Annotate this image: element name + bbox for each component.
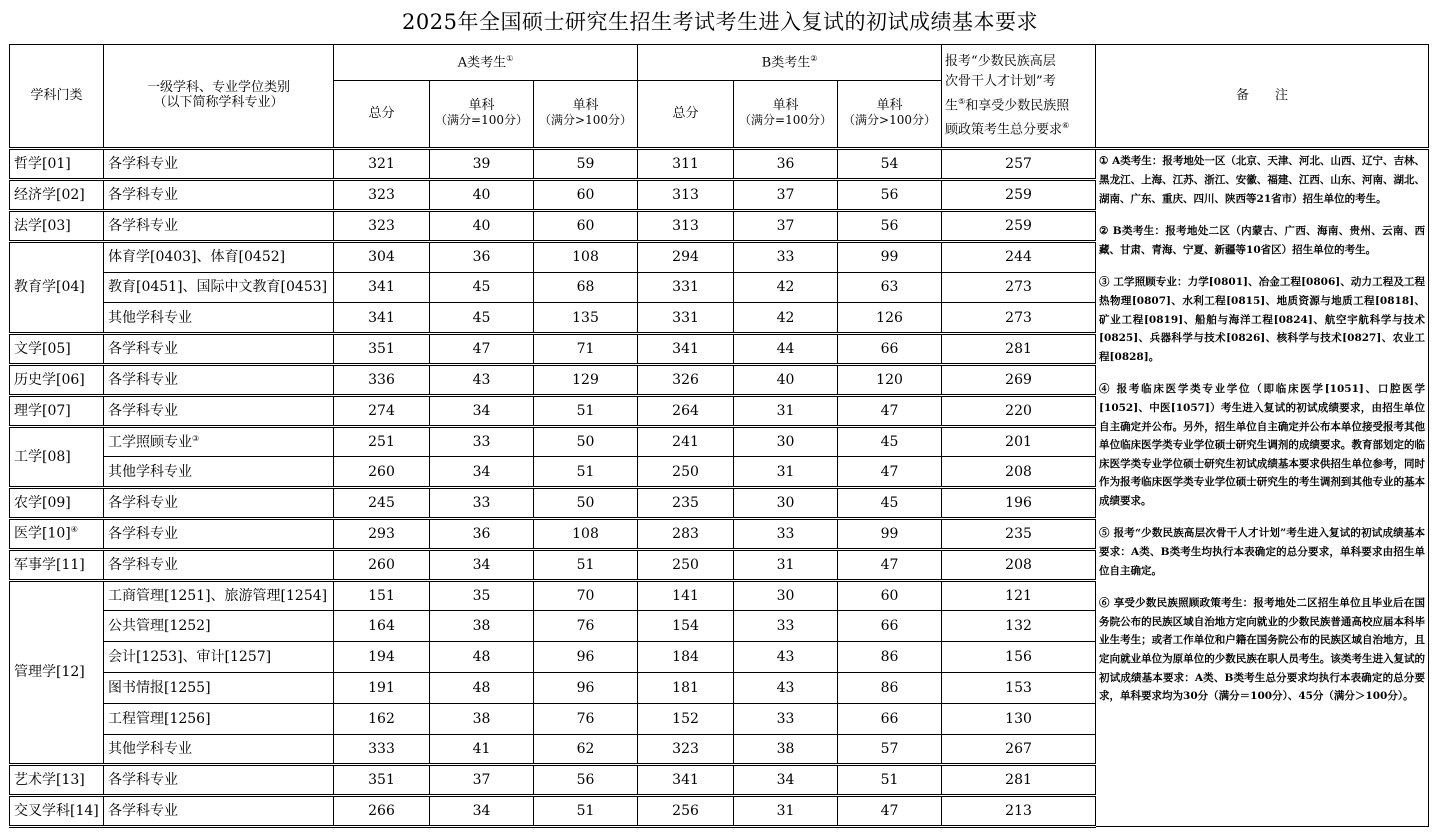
b-singleover100-cell: 66 [838, 611, 942, 642]
b-total-cell: 326 [638, 364, 734, 395]
major-cell: 图书情报[1255] [104, 672, 334, 703]
b-single100-cell: 43 [734, 642, 838, 673]
header-b-single-100: 单科 （满分=100分） [734, 81, 838, 149]
a-total-cell: 293 [334, 518, 430, 549]
a-singleover100-cell: 60 [534, 180, 638, 211]
major-cell: 各学科专业 [104, 364, 334, 395]
major-cell: 各学科专业 [104, 549, 334, 580]
a-single100-cell: 34 [430, 796, 534, 827]
b-single100-cell: 38 [734, 734, 838, 765]
a-single100-cell: 40 [430, 180, 534, 211]
a-single100-cell: 34 [430, 395, 534, 426]
special-total-cell: 273 [942, 303, 1096, 334]
header-major: 一级学科、专业学位类别 （以下简称学科专业） [104, 45, 334, 149]
major-cell: 各学科专业 [104, 765, 334, 796]
b-single100-cell: 36 [734, 149, 838, 180]
header-group-a: A类考生① [334, 45, 638, 81]
special-total-cell: 196 [942, 488, 1096, 519]
b-total-cell: 264 [638, 395, 734, 426]
a-singleover100-cell: 135 [534, 303, 638, 334]
major-cell: 各学科专业 [104, 149, 334, 180]
b-total-cell: 154 [638, 611, 734, 642]
category-cell: 教育学[04] [10, 241, 104, 333]
b-single100-cell: 31 [734, 457, 838, 488]
a-singleover100-cell: 71 [534, 334, 638, 365]
a-singleover100-cell: 56 [534, 765, 638, 796]
b-singleover100-cell: 56 [838, 210, 942, 241]
major-cell: 其他学科专业 [104, 303, 334, 334]
major-cell: 各学科专业 [104, 180, 334, 211]
b-total-cell: 250 [638, 549, 734, 580]
a-single100-cell: 36 [430, 518, 534, 549]
b-singleover100-cell: 51 [838, 765, 942, 796]
note-item: ⑥ 享受少数民族照顾政策考生：报考地处二区招生单位且毕业后在国务院公布的民族区域自治地方定向就业的少数民族普通高校应届本科毕业生考生；或者工作单位和户籍在国务院公布的民族区域自治地方，且定向就业单位为原单位的少数民族在职人员考生。该类考生进入复试的初试成绩基本要求：A类、B类考生总分要求均执行本表确定的总分要求，单科要求均为30分（满分＝100分）、45分（满分＞100分）。 [1099, 597, 1426, 703]
a-singleover100-cell: 62 [534, 734, 638, 765]
a-single100-cell: 41 [430, 734, 534, 765]
a-total-cell: 162 [334, 703, 430, 734]
b-singleover100-cell: 120 [838, 364, 942, 395]
a-total-cell: 323 [334, 180, 430, 211]
a-single100-cell: 48 [430, 672, 534, 703]
major-cell: 各学科专业 [104, 518, 334, 549]
category-cell: 农学[09] [10, 488, 104, 519]
a-total-cell: 245 [334, 488, 430, 519]
a-single100-cell: 40 [430, 210, 534, 241]
a-singleover100-cell: 51 [534, 457, 638, 488]
a-single100-cell: 47 [430, 334, 534, 365]
b-total-cell: 184 [638, 642, 734, 673]
b-singleover100-cell: 99 [838, 241, 942, 272]
a-singleover100-cell: 51 [534, 796, 638, 827]
a-total-cell: 341 [334, 303, 430, 334]
major-cell: 会计[1253]、审计[1257] [104, 642, 334, 673]
a-singleover100-cell: 51 [534, 549, 638, 580]
a-single100-cell: 45 [430, 303, 534, 334]
b-singleover100-cell: 56 [838, 180, 942, 211]
a-single100-cell: 36 [430, 241, 534, 272]
b-single100-cell: 37 [734, 180, 838, 211]
b-total-cell: 331 [638, 272, 734, 303]
a-single100-cell: 35 [430, 580, 534, 611]
special-total-cell: 244 [942, 241, 1096, 272]
a-total-cell: 351 [334, 765, 430, 796]
special-total-cell: 235 [942, 518, 1096, 549]
b-single100-cell: 34 [734, 765, 838, 796]
header-b-total: 总分 [638, 81, 734, 149]
note-item: ① A类考生：报考地处一区（北京、天津、河北、山西、辽宁、吉林、黑龙江、上海、江苏、浙江、安徽、福建、江西、山东、河南、湖北、湖南、广东、重庆、四川、陕西等21省市）招生单位的考生。 [1099, 155, 1426, 205]
a-single100-cell: 38 [430, 611, 534, 642]
header-a-single-100: 单科 （满分=100分） [430, 81, 534, 149]
b-total-cell: 313 [638, 210, 734, 241]
a-singleover100-cell: 96 [534, 672, 638, 703]
b-singleover100-cell: 126 [838, 303, 942, 334]
b-total-cell: 241 [638, 426, 734, 457]
a-singleover100-cell: 76 [534, 611, 638, 642]
major-cell: 其他学科专业 [104, 734, 334, 765]
a-singleover100-cell: 108 [534, 241, 638, 272]
a-singleover100-cell: 50 [534, 426, 638, 457]
special-total-cell: 257 [942, 149, 1096, 180]
note-item: ③ 工学照顾专业：力学[0801]、冶金工程[0806]、动力工程及工程热物理[0807]、水利工程[0815]、地质资源与地质工程[0818]、矿业工程[0819]、船舶与海洋工程[0824]、航空宇航科学与技术[0825]、兵器科学与技术[0826]、核科学与技术[0827]、农业工程[0828]。 [1099, 276, 1426, 363]
major-cell: 各学科专业 [104, 334, 334, 365]
header-group-b: B类考生② [638, 45, 942, 81]
b-singleover100-cell: 66 [838, 703, 942, 734]
b-total-cell: 331 [638, 303, 734, 334]
b-single100-cell: 30 [734, 426, 838, 457]
a-single100-cell: 34 [430, 457, 534, 488]
header-notes: 备 注 [1096, 45, 1429, 149]
table-row [10, 149, 1429, 180]
a-single100-cell: 34 [430, 549, 534, 580]
b-singleover100-cell: 60 [838, 580, 942, 611]
major-cell: 各学科专业 [104, 395, 334, 426]
b-single100-cell: 33 [734, 611, 838, 642]
category-cell: 理学[07] [10, 395, 104, 426]
special-total-cell: 267 [942, 734, 1096, 765]
b-single100-cell: 33 [734, 703, 838, 734]
b-singleover100-cell: 86 [838, 672, 942, 703]
a-single100-cell: 37 [430, 765, 534, 796]
note-item: ⑤ 报考“少数民族高层次骨干人才计划”考生进入复试的初试成绩基本要求：A类、B类考生均执行本表确定的总分要求，单科要求由招生单位自主确定。 [1099, 527, 1426, 577]
b-total-cell: 341 [638, 334, 734, 365]
b-single100-cell: 31 [734, 395, 838, 426]
b-single100-cell: 42 [734, 303, 838, 334]
a-singleover100-cell: 76 [534, 703, 638, 734]
header-special-total: 报考“少数民族高层 次骨干人才计划”考 生⑤和享受少数民族照 顾政策考生总分要求⑥ [942, 45, 1096, 149]
major-cell: 工程管理[1256] [104, 703, 334, 734]
b-total-cell: 152 [638, 703, 734, 734]
b-singleover100-cell: 86 [838, 642, 942, 673]
a-total-cell: 333 [334, 734, 430, 765]
a-single100-cell: 33 [430, 426, 534, 457]
b-singleover100-cell: 99 [838, 518, 942, 549]
special-total-cell: 281 [942, 334, 1096, 365]
a-total-cell: 260 [334, 549, 430, 580]
header-a-single-over100: 单科 （满分>100分） [534, 81, 638, 149]
header-category: 学科门类 [10, 45, 104, 149]
b-singleover100-cell: 57 [838, 734, 942, 765]
a-singleover100-cell: 96 [534, 642, 638, 673]
special-total-cell: 259 [942, 210, 1096, 241]
a-singleover100-cell: 51 [534, 395, 638, 426]
a-singleover100-cell: 108 [534, 518, 638, 549]
special-total-cell: 132 [942, 611, 1096, 642]
category-cell: 管理学[12] [10, 580, 104, 765]
a-total-cell: 151 [334, 580, 430, 611]
category-cell: 经济学[02] [10, 180, 104, 211]
b-total-cell: 311 [638, 149, 734, 180]
b-total-cell: 313 [638, 180, 734, 211]
a-total-cell: 260 [334, 457, 430, 488]
b-single100-cell: 42 [734, 272, 838, 303]
major-cell: 工商管理[1251]、旅游管理[1254] [104, 580, 334, 611]
b-total-cell: 283 [638, 518, 734, 549]
a-total-cell: 304 [334, 241, 430, 272]
a-singleover100-cell: 60 [534, 210, 638, 241]
special-total-cell: 156 [942, 642, 1096, 673]
b-singleover100-cell: 47 [838, 796, 942, 827]
major-cell: 各学科专业 [104, 210, 334, 241]
special-total-cell: 130 [942, 703, 1096, 734]
b-total-cell: 256 [638, 796, 734, 827]
a-total-cell: 351 [334, 334, 430, 365]
category-cell: 法学[03] [10, 210, 104, 241]
category-cell: 工学[08] [10, 426, 104, 488]
b-singleover100-cell: 45 [838, 488, 942, 519]
major-cell: 公共管理[1252] [104, 611, 334, 642]
b-total-cell: 250 [638, 457, 734, 488]
a-singleover100-cell: 59 [534, 149, 638, 180]
special-total-cell: 281 [942, 765, 1096, 796]
category-cell: 医学[10]④ [10, 518, 104, 549]
a-total-cell: 341 [334, 272, 430, 303]
a-single100-cell: 39 [430, 149, 534, 180]
a-total-cell: 191 [334, 672, 430, 703]
category-cell: 文学[05] [10, 334, 104, 365]
a-singleover100-cell: 129 [534, 364, 638, 395]
major-cell: 其他学科专业 [104, 457, 334, 488]
page-title: 2025年全国硕士研究生招生考试考生进入复试的初试成绩基本要求 [402, 10, 1038, 34]
b-singleover100-cell: 47 [838, 457, 942, 488]
note-item: ② B类考生：报考地处二区（内蒙古、广西、海南、贵州、云南、西藏、甘肃、青海、宁夏、新疆等10省区）招生单位的考生。 [1099, 225, 1426, 256]
major-cell: 工学照顾专业③ [104, 426, 334, 457]
b-single100-cell: 31 [734, 549, 838, 580]
b-singleover100-cell: 63 [838, 272, 942, 303]
a-single100-cell: 38 [430, 703, 534, 734]
major-cell: 体育学[0403]、体育[0452] [104, 241, 334, 272]
b-singleover100-cell: 45 [838, 426, 942, 457]
category-cell: 历史学[06] [10, 364, 104, 395]
b-single100-cell: 43 [734, 672, 838, 703]
special-total-cell: 208 [942, 549, 1096, 580]
b-single100-cell: 31 [734, 796, 838, 827]
a-single100-cell: 48 [430, 642, 534, 673]
a-single100-cell: 45 [430, 272, 534, 303]
major-cell: 各学科专业 [104, 796, 334, 827]
a-single100-cell: 43 [430, 364, 534, 395]
a-singleover100-cell: 70 [534, 580, 638, 611]
b-singleover100-cell: 47 [838, 395, 942, 426]
a-singleover100-cell: 68 [534, 272, 638, 303]
major-cell: 教育[0451]、国际中文教育[0453] [104, 272, 334, 303]
b-single100-cell: 33 [734, 241, 838, 272]
special-total-cell: 208 [942, 457, 1096, 488]
a-single100-cell: 33 [430, 488, 534, 519]
special-total-cell: 201 [942, 426, 1096, 457]
a-total-cell: 323 [334, 210, 430, 241]
b-single100-cell: 30 [734, 488, 838, 519]
a-total-cell: 266 [334, 796, 430, 827]
header-b-single-over100: 单科 （满分>100分） [838, 81, 942, 149]
b-singleover100-cell: 66 [838, 334, 942, 365]
b-single100-cell: 33 [734, 518, 838, 549]
a-total-cell: 336 [334, 364, 430, 395]
a-total-cell: 164 [334, 611, 430, 642]
b-single100-cell: 37 [734, 210, 838, 241]
header-a-total: 总分 [334, 81, 430, 149]
category-cell: 交叉学科[14] [10, 796, 104, 827]
notes-cell [1096, 149, 1429, 827]
note-item: ④ 报考临床医学类专业学位（即临床医学[1051]、口腔医学[1052]、中医[1057]）考生进入复试的初试成绩要求，由招生单位自主确定并公布。另外，招生单位自主确定并公布本单位接受报考其他单位临床医学类专业学位硕士研究生调剂的成绩要求。教育部划定的临床医学类专业学位硕士研究生初试成绩基本要求供招生单位参考，同时作为报考临床医学类专业学位硕士研究生的考生调剂到其他专业的基本成绩要求。 [1099, 383, 1426, 507]
a-total-cell: 194 [334, 642, 430, 673]
special-total-cell: 269 [942, 364, 1096, 395]
score-table [9, 44, 1429, 828]
special-total-cell: 153 [942, 672, 1096, 703]
b-singleover100-cell: 54 [838, 149, 942, 180]
special-total-cell: 259 [942, 180, 1096, 211]
a-singleover100-cell: 50 [534, 488, 638, 519]
b-total-cell: 235 [638, 488, 734, 519]
b-total-cell: 323 [638, 734, 734, 765]
b-total-cell: 341 [638, 765, 734, 796]
a-total-cell: 251 [334, 426, 430, 457]
a-total-cell: 321 [334, 149, 430, 180]
category-cell: 哲学[01] [10, 149, 104, 180]
b-single100-cell: 30 [734, 580, 838, 611]
b-total-cell: 181 [638, 672, 734, 703]
b-single100-cell: 40 [734, 364, 838, 395]
b-total-cell: 294 [638, 241, 734, 272]
b-single100-cell: 44 [734, 334, 838, 365]
major-cell: 各学科专业 [104, 488, 334, 519]
b-singleover100-cell: 47 [838, 549, 942, 580]
category-cell: 艺术学[13] [10, 765, 104, 796]
category-cell: 军事学[11] [10, 549, 104, 580]
special-total-cell: 273 [942, 272, 1096, 303]
a-total-cell: 274 [334, 395, 430, 426]
special-total-cell: 213 [942, 796, 1096, 827]
special-total-cell: 220 [942, 395, 1096, 426]
special-total-cell: 121 [942, 580, 1096, 611]
b-total-cell: 141 [638, 580, 734, 611]
